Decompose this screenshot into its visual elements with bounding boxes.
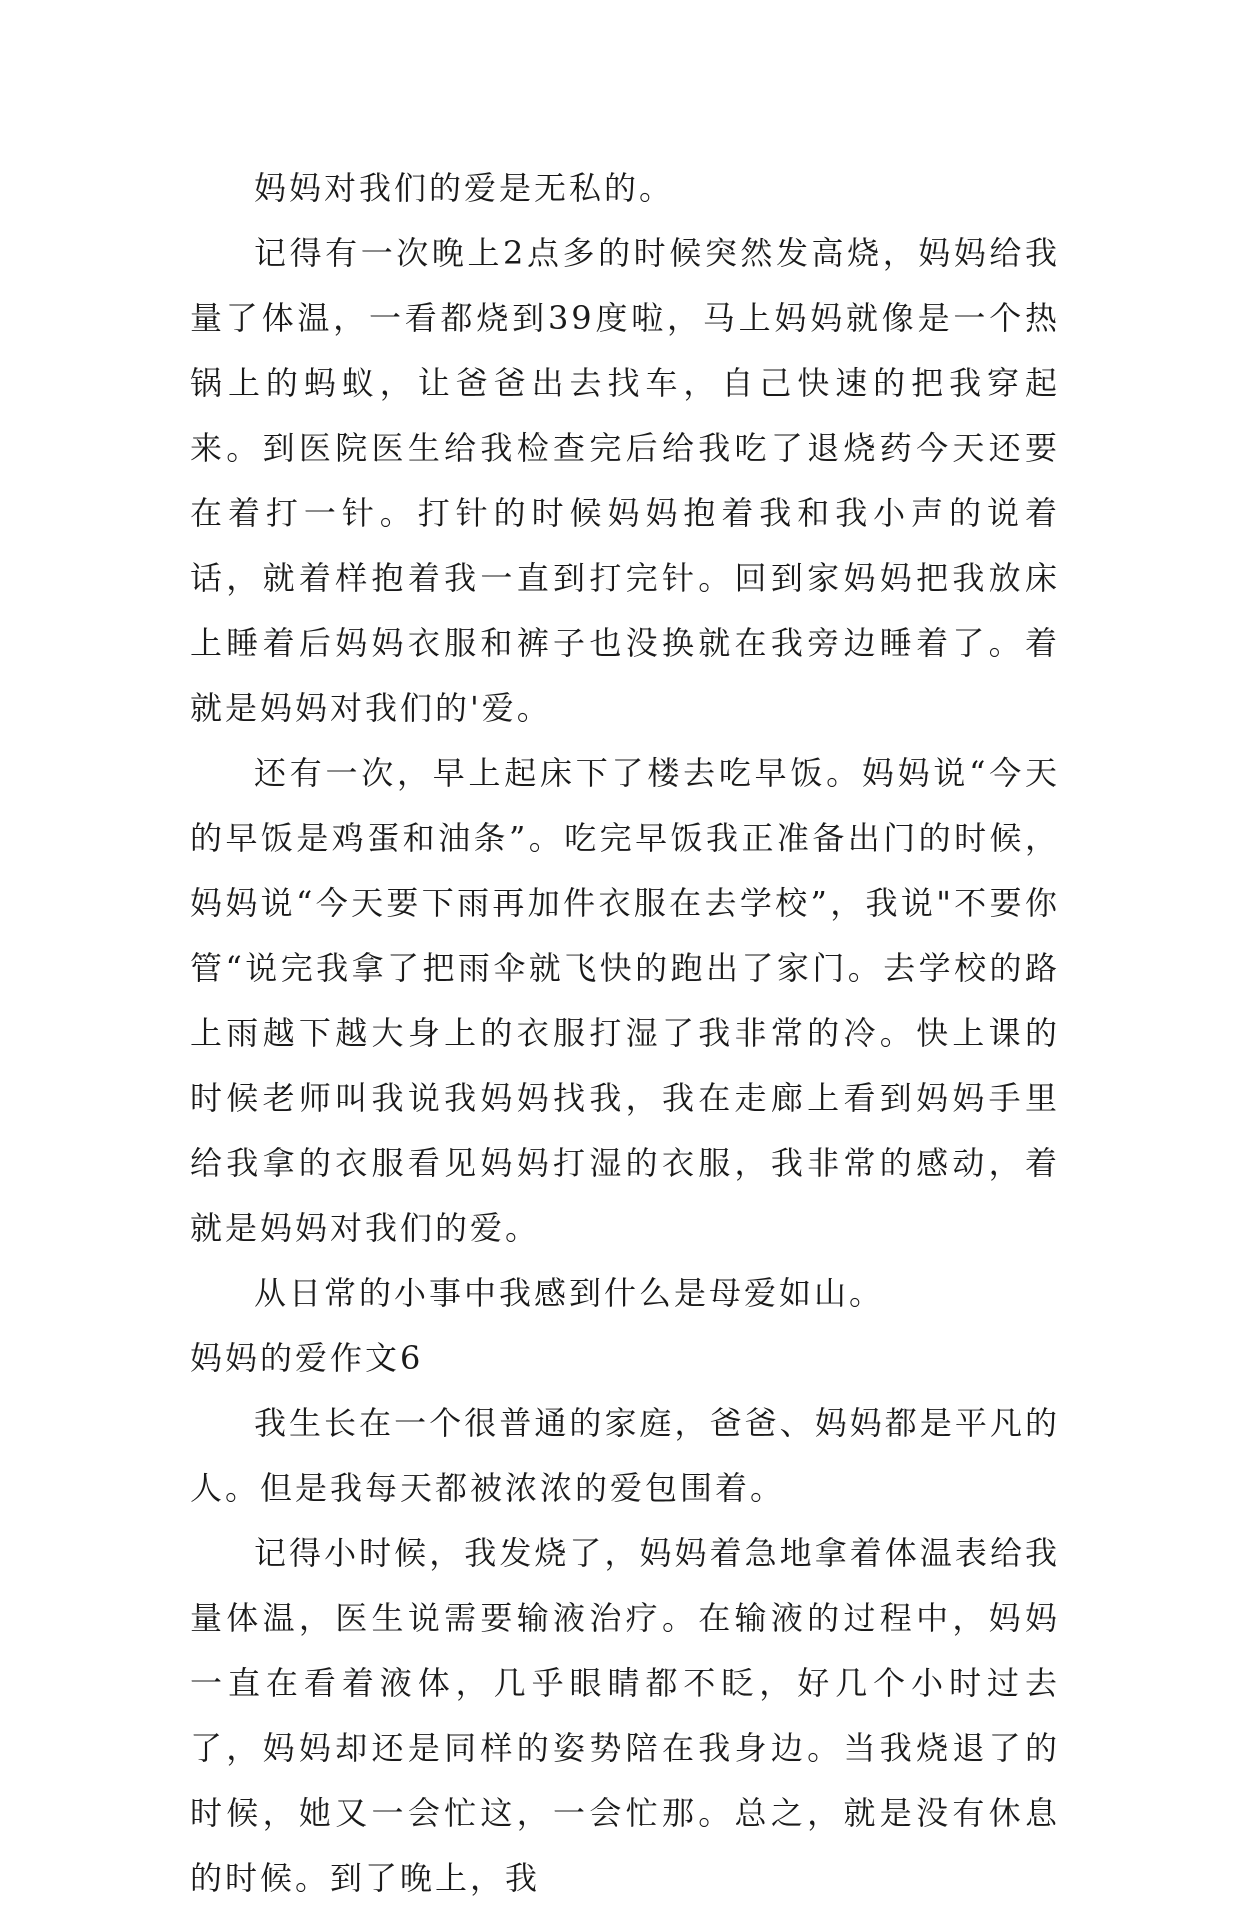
paragraph: 妈妈对我们的爱是无私的。	[254, 169, 675, 207]
paragraph: 记得小时候，我发烧了，妈妈着急地拿着体温表给我量体温，医生说需要输液治疗。在输液的过程中，妈妈一直在看着液体，几乎眼睛都不眨，好几个小时过去了，妈妈却还是同样的姿势陪在我身边。当我烧退了的时候，她又一会忙这，一会忙那。总之，就是没有休息的时候。到了晚上，我	[190, 1534, 1060, 1897]
document-body	[190, 156, 1060, 1911]
paragraph: 从日常的小事中我感到什么是母爱如山。	[254, 1274, 885, 1312]
paragraph: 我生长在一个很普通的家庭，爸爸、妈妈都是平凡的人。但是我每天都被浓浓的爱包围着。	[190, 1404, 1060, 1507]
essay-heading: 妈妈的爱作文6	[190, 1339, 424, 1377]
paragraph: 还有一次，早上起床下了楼去吃早饭。妈妈说“今天的早饭是鸡蛋和油条”。吃完早饭我正准备出门的时候，妈妈说“今天要下雨再加件衣服在去学校”，我说"不要你管“说完我拿了把雨伞就飞快的跑出了家门。去学校的路上雨越下越大身上的衣服打湿了我非常的冷。快上课的时候老师叫我说我妈妈找我，我在走廊上看到妈妈手里给我拿的衣服看见妈妈打湿的衣服，我非常的感动，着就是妈妈对我们的爱。	[190, 754, 1060, 1247]
paragraph: 记得有一次晚上2点多的时候突然发高烧，妈妈给我量了体温，一看都烧到39度啦，马上妈妈就像是一个热锅上的蚂蚁，让爸爸出去找车，自己快速的把我穿起来。到医院医生给我检查完后给我吃了退烧药今天还要在着打一针。打针的时候妈妈抱着我和我小声的说着话，就着样抱着我一直到打完针。回到家妈妈把我放床上睡着后妈妈衣服和裤子也没换就在我旁边睡着了。着就是妈妈对我们的'爱。	[190, 234, 1060, 727]
